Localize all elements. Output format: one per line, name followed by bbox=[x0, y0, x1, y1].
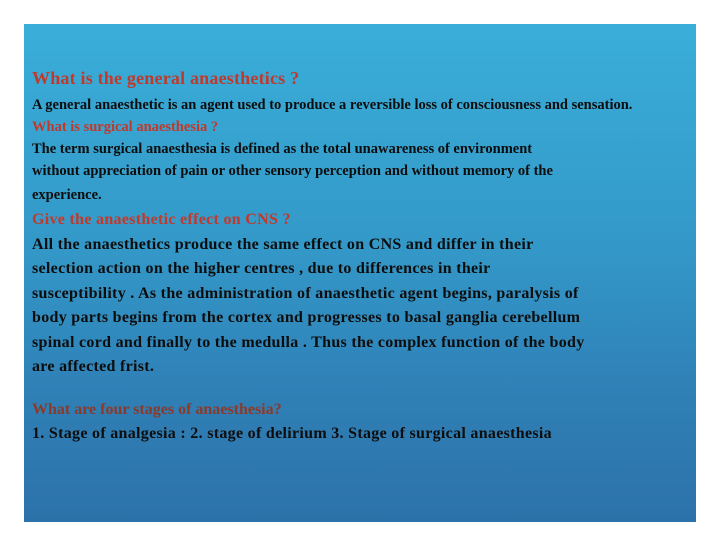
answer-cns-line-2: selection action on the higher centres , due to differences in their bbox=[32, 260, 491, 277]
question-stages-anaesthesia: What are four stages of anaesthesia? bbox=[32, 400, 282, 418]
answer-stages-anaesthesia: 1. Stage of analgesia : 2. stage of delirium 3. Stage of surgical anaesthesia bbox=[32, 424, 552, 442]
slide-content bbox=[32, 66, 692, 446]
answer-surgical-line-1: The term surgical anaesthesia is defined as the total unawareness of environment bbox=[32, 141, 533, 157]
spacer bbox=[32, 380, 692, 398]
answer-surgical-line-3: experience. bbox=[32, 187, 102, 203]
answer-general-anaesthetics: A general anaesthetic is an agent used to produce a reversible loss of consciousness and sensation. bbox=[32, 97, 633, 113]
answer-surgical-line-2: without appreciation of pain or other sensory perception and without memory of the bbox=[32, 163, 553, 179]
question-cns-effect: Give the anaesthetic effect on CNS ? bbox=[32, 211, 291, 228]
answer-cns-line-5: spinal cord and finally to the medulla . Thus the complex function of the body bbox=[32, 333, 585, 351]
answer-cns-line-6: are affected frist. bbox=[32, 358, 155, 375]
answer-cns-line-1: All the anaesthetics produce the same effect on CNS and differ in their bbox=[32, 235, 534, 253]
slide-panel bbox=[24, 24, 696, 522]
question-surgical-anaesthesia: What is surgical anaesthesia ? bbox=[32, 119, 219, 135]
question-general-anaesthetics: What is the general anaesthetics ? bbox=[32, 68, 300, 88]
answer-cns-line-3: susceptibility . As the administration of anaesthetic agent begins, paralysis of bbox=[32, 284, 579, 302]
answer-cns-line-4: body parts begins from the cortex and progresses to basal ganglia cerebellum bbox=[32, 309, 581, 326]
